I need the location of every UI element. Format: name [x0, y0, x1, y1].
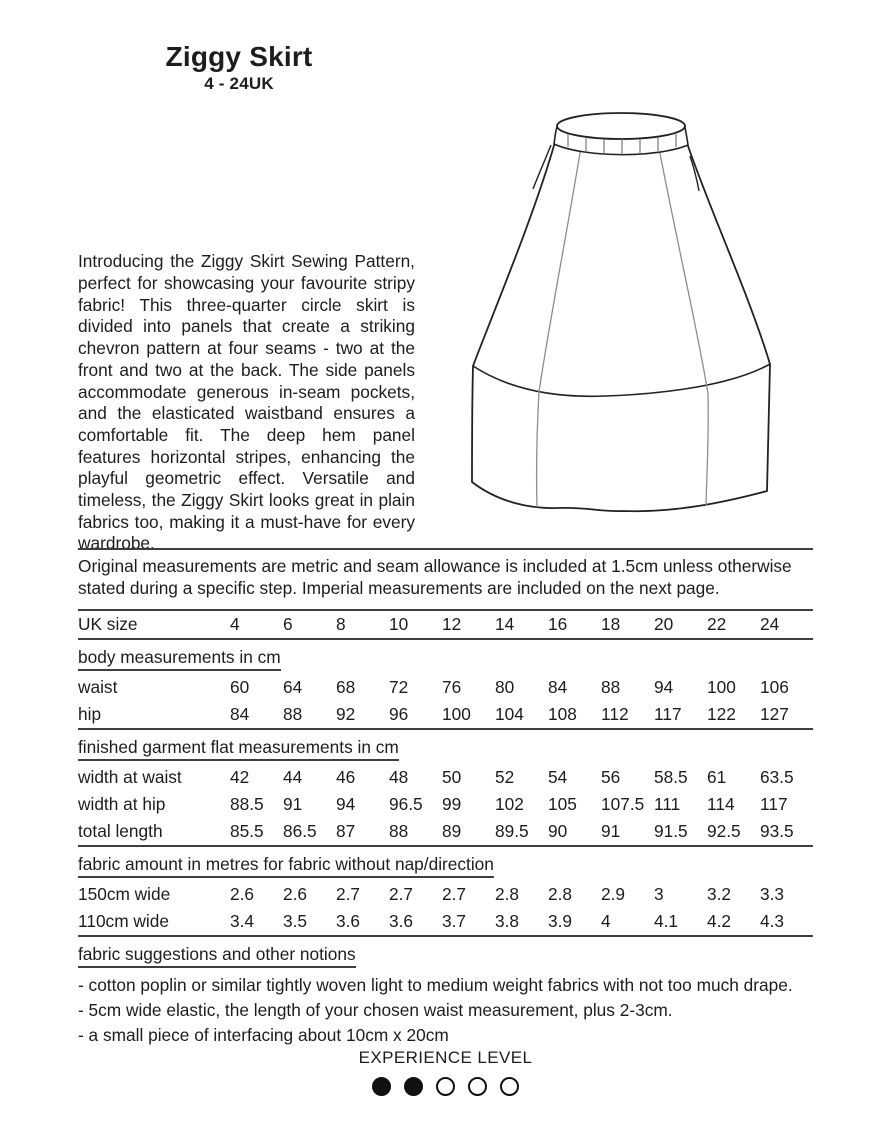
row-label: 150cm wide — [78, 883, 171, 904]
value-cell: 3.9 — [548, 910, 573, 931]
experience-dot-empty — [468, 1077, 487, 1096]
table-sections — [78, 647, 813, 937]
size-header-cell: 10 — [389, 613, 409, 634]
notion-item: - 5cm wide elastic, the length of your chosen waist measurement, plus 2-3cm. — [78, 999, 673, 1020]
value-cell: 117 — [760, 793, 788, 814]
value-cell: 80 — [495, 676, 515, 697]
row-label: 110cm wide — [78, 910, 169, 931]
size-header-cell: 22 — [707, 613, 727, 634]
measurement-row — [78, 818, 813, 845]
value-cell: 85.5 — [230, 820, 264, 841]
notions-list — [78, 974, 813, 1046]
value-cell: 52 — [495, 766, 515, 787]
value-cell: 58.5 — [654, 766, 688, 787]
value-cell: 92 — [336, 703, 356, 724]
value-cell: 87 — [336, 820, 356, 841]
value-cell: 54 — [548, 766, 568, 787]
value-cell: 106 — [760, 676, 789, 697]
value-cell: 105 — [548, 793, 577, 814]
size-header-cell: 6 — [283, 613, 293, 634]
value-cell: 91 — [601, 820, 621, 841]
value-cell: 3.8 — [495, 910, 520, 931]
measurement-row — [78, 674, 813, 701]
row-label: total length — [78, 820, 163, 841]
section-title — [78, 944, 813, 965]
value-cell: 86.5 — [283, 820, 317, 841]
value-cell: 2.6 — [230, 883, 255, 904]
uk-size-label: UK size — [78, 613, 138, 634]
value-cell: 3 — [654, 883, 664, 904]
size-range: 4 - 24UK — [204, 74, 274, 94]
value-cell: 3.6 — [389, 910, 414, 931]
row-label: waist — [78, 676, 118, 697]
notion-item: - cotton poplin or similar tightly woven light to medium weight fabrics with not too much drape. — [78, 974, 793, 995]
value-cell: 63.5 — [760, 766, 794, 787]
value-cell: 88.5 — [230, 793, 264, 814]
divider — [78, 728, 813, 730]
metric-note: Original measurements are metric and seam allowance is included at 1.5cm unless otherwise stated during a specific step. Imperial measurements are included on the next page. — [78, 556, 792, 598]
row-label: width at waist — [78, 766, 182, 787]
value-cell: 3.4 — [230, 910, 255, 931]
value-cell: 61 — [707, 766, 727, 787]
measurement-row — [78, 881, 813, 908]
value-cell: 46 — [336, 766, 356, 787]
value-cell: 2.8 — [548, 883, 573, 904]
value-cell: 64 — [283, 676, 303, 697]
row-label: width at hip — [78, 793, 166, 814]
value-cell: 60 — [230, 676, 250, 697]
notions-title: fabric suggestions and other notions — [78, 944, 356, 968]
section-title-text: finished garment flat measurements in cm — [78, 737, 399, 761]
value-cell: 72 — [389, 676, 409, 697]
value-cell: 3.2 — [707, 883, 732, 904]
section-title-text: fabric amount in metres for fabric without nap/direction — [78, 854, 494, 878]
value-cell: 50 — [442, 766, 462, 787]
measurement-row — [78, 764, 813, 791]
value-cell: 56 — [601, 766, 621, 787]
value-cell: 2.7 — [442, 883, 467, 904]
value-cell: 3.5 — [283, 910, 308, 931]
value-cell: 44 — [283, 766, 303, 787]
size-header-cell: 12 — [442, 613, 462, 634]
value-cell: 127 — [760, 703, 789, 724]
experience-dot-filled — [372, 1077, 391, 1096]
pattern-description: Introducing the Ziggy Skirt Sewing Pattern, perfect for showcasing your favourite stripy fabric! This three-quarter circle skirt is divided into panels that create a striking chevron pattern at four seams - two at the front and two at the back. The side panels accommodate generous in-seam pockets, and the elasticated waistband ensures a comfortable fit. The deep hem panel features horizontal stripes, enhancing the playful geometric effect. Versatile and timeless, the Ziggy Skirt looks great in plain fabrics too, making it a must-have for every wardrobe. — [78, 251, 415, 554]
value-cell: 4 — [601, 910, 611, 931]
value-cell: 2.6 — [283, 883, 308, 904]
value-cell: 88 — [283, 703, 303, 724]
row-label: hip — [78, 703, 102, 724]
value-cell: 91.5 — [654, 820, 688, 841]
value-cell: 4.3 — [760, 910, 785, 931]
size-header-cell: 16 — [548, 613, 568, 634]
measurement-row — [78, 791, 813, 818]
value-cell: 111 — [654, 793, 681, 814]
value-cell: 96.5 — [389, 793, 423, 814]
value-cell: 88 — [601, 676, 621, 697]
measurement-tables — [78, 548, 813, 1048]
value-cell: 96 — [389, 703, 409, 724]
value-cell: 108 — [548, 703, 577, 724]
measurement-row — [78, 908, 813, 935]
value-cell: 2.7 — [389, 883, 414, 904]
value-cell: 90 — [548, 820, 568, 841]
value-cell: 107.5 — [601, 793, 645, 814]
experience-dot-filled — [404, 1077, 423, 1096]
value-cell: 76 — [442, 676, 462, 697]
value-cell: 3.3 — [760, 883, 785, 904]
experience-level-label: EXPERIENCE LEVEL — [358, 1048, 533, 1067]
value-cell: 84 — [230, 703, 250, 724]
value-cell: 89.5 — [495, 820, 529, 841]
value-cell: 93.5 — [760, 820, 794, 841]
size-header-cell: 8 — [336, 613, 346, 634]
value-cell: 104 — [495, 703, 524, 724]
value-cell: 2.7 — [336, 883, 361, 904]
value-cell: 92.5 — [707, 820, 741, 841]
value-cell: 4.1 — [654, 910, 679, 931]
divider — [78, 845, 813, 847]
page-title: Ziggy Skirt — [165, 41, 313, 72]
value-cell: 91 — [283, 793, 303, 814]
experience-dots — [0, 1077, 891, 1096]
value-cell: 3.6 — [336, 910, 361, 931]
uk-size-row — [78, 611, 813, 638]
size-header-cell: 20 — [654, 613, 674, 634]
divider — [78, 548, 813, 550]
skirt-technical-drawing-icon — [450, 98, 830, 538]
divider — [78, 638, 813, 640]
section-title — [78, 854, 813, 875]
value-cell: 68 — [336, 676, 356, 697]
value-cell: 42 — [230, 766, 250, 787]
value-cell: 84 — [548, 676, 568, 697]
value-cell: 100 — [707, 676, 736, 697]
notion-item: - a small piece of interfacing about 10cm x 20cm — [78, 1024, 449, 1045]
value-cell: 2.8 — [495, 883, 520, 904]
experience-dot-empty — [500, 1077, 519, 1096]
value-cell: 117 — [654, 703, 682, 724]
measurement-row — [78, 701, 813, 728]
experience-footer — [0, 1048, 891, 1096]
section-title-text: body measurements in cm — [78, 647, 281, 671]
value-cell: 94 — [336, 793, 356, 814]
divider — [78, 935, 813, 937]
title-block — [119, 42, 359, 94]
value-cell: 3.7 — [442, 910, 467, 931]
section-title — [78, 737, 813, 758]
value-cell: 100 — [442, 703, 471, 724]
value-cell: 88 — [389, 820, 409, 841]
size-header-cell: 4 — [230, 613, 240, 634]
value-cell: 122 — [707, 703, 736, 724]
size-header-cell: 14 — [495, 613, 515, 634]
experience-dot-empty — [436, 1077, 455, 1096]
value-cell: 102 — [495, 793, 524, 814]
size-header-cell: 18 — [601, 613, 621, 634]
value-cell: 2.9 — [601, 883, 626, 904]
value-cell: 112 — [601, 703, 629, 724]
section-title — [78, 647, 813, 668]
value-cell: 99 — [442, 793, 462, 814]
value-cell: 114 — [707, 793, 735, 814]
value-cell: 4.2 — [707, 910, 732, 931]
value-cell: 48 — [389, 766, 409, 787]
value-cell: 94 — [654, 676, 674, 697]
size-header-cell: 24 — [760, 613, 780, 634]
value-cell: 89 — [442, 820, 462, 841]
